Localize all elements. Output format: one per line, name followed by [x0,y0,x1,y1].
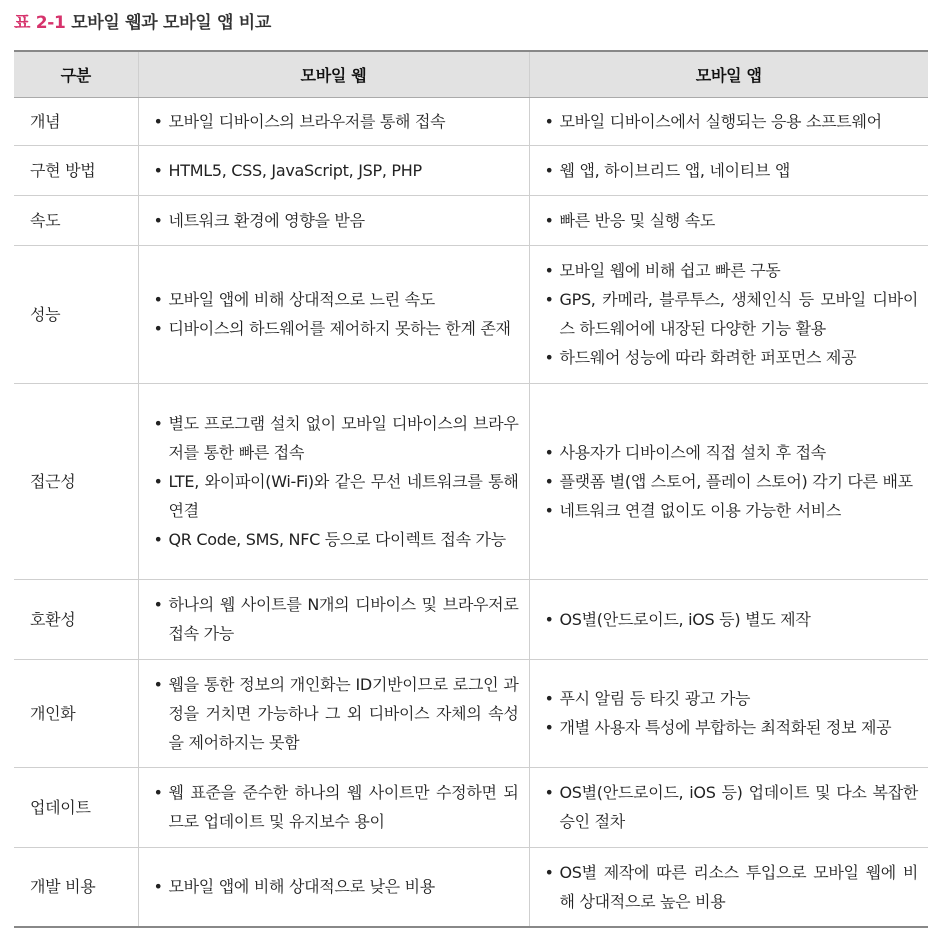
row-category: 성능 [14,245,138,383]
bullet-item: • 빠른 반응 및 실행 속도 [544,206,919,235]
table-caption [14,8,271,33]
table-body [14,97,928,927]
bullet-item: • 네트워크 연결 없이도 이용 가능한 서비스 [544,496,919,525]
header-category: 구분 [14,51,138,97]
row-category: 개발 비용 [14,847,138,927]
mobile-web-cell [138,847,529,927]
mobile-web-cell [138,579,529,659]
mobile-web-cell [138,97,529,145]
table-row [14,245,928,383]
bullet-list [544,256,919,372]
bullet-item: • 하나의 웹 사이트를 N개의 디바이스 및 브라우저로 접속 가능 [153,590,519,648]
bullet-list [153,107,519,136]
table-row [14,145,928,195]
mobile-app-cell [529,145,928,195]
row-category: 구현 방법 [14,145,138,195]
bullet-list [544,605,919,634]
row-category: 호환성 [14,579,138,659]
bullet-item: • OS별 제작에 따른 리소스 투입으로 모바일 웹에 비해 상대적으로 높은 비용 [544,858,919,916]
bullet-item: • 플랫폼 별(앱 스토어, 플레이 스토어) 각기 다른 배포 [544,467,919,496]
table-title: 모바일 웹과 모바일 앱 비교 [71,13,272,33]
mobile-app-cell [529,245,928,383]
mobile-web-cell [138,195,529,245]
header-row [14,51,928,97]
bullet-list [544,858,919,916]
bullet-item: • OS별(안드로이드, iOS 등) 업데이트 및 다소 복잡한 승인 절차 [544,778,919,836]
bullet-item: • 모바일 디바이스의 브라우저를 통해 접속 [153,107,519,136]
bullet-list [544,206,919,235]
mobile-app-cell [529,579,928,659]
bullet-item: • 개별 사용자 특성에 부합하는 최적화된 정보 제공 [544,713,919,742]
mobile-app-cell [529,383,928,579]
bullet-list [153,872,519,901]
row-category: 속도 [14,195,138,245]
bullet-item: • 모바일 앱에 비해 상대적으로 낮은 비용 [153,872,519,901]
row-category: 개인화 [14,659,138,767]
mobile-app-cell [529,767,928,847]
bullet-item: • 웹을 통한 정보의 개인화는 ID기반이므로 로그인 과정을 거치면 가능하나 그 외 디바이스 자체의 속성을 제어하지는 못함 [153,670,519,757]
bullet-list [544,156,919,185]
bullet-list [544,438,919,525]
bullet-item: • 웹 앱, 하이브리드 앱, 네이티브 앱 [544,156,919,185]
mobile-app-cell [529,659,928,767]
row-category: 접근성 [14,383,138,579]
bullet-list [544,778,919,836]
bullet-item: • HTML5, CSS, JavaScript, JSP, PHP [153,156,519,185]
table-row [14,847,928,927]
mobile-app-cell [529,97,928,145]
bullet-item: • 웹 표준을 준수한 하나의 웹 사이트만 수정하면 되므로 업데이트 및 유지보수 용이 [153,778,519,836]
bullet-item: • 별도 프로그램 설치 없이 모바일 디바이스의 브라우저를 통한 빠른 접속 [153,409,519,467]
table-row [14,97,928,145]
table-row [14,195,928,245]
bullet-list [153,778,519,836]
row-category: 개념 [14,97,138,145]
bullet-list [153,409,519,554]
bullet-list [153,285,519,343]
row-category: 업데이트 [14,767,138,847]
mobile-app-cell [529,195,928,245]
header-mobile-web: 모바일 웹 [138,51,529,97]
mobile-web-cell [138,245,529,383]
bullet-item: • 디바이스의 하드웨어를 제어하지 못하는 한계 존재 [153,314,519,343]
bullet-item: • 네트워크 환경에 영향을 받음 [153,206,519,235]
mobile-web-cell [138,145,529,195]
table-row [14,579,928,659]
bullet-item: • 하드웨어 성능에 따라 화려한 퍼포먼스 제공 [544,343,919,372]
mobile-app-cell [529,847,928,927]
bullet-item: • 사용자가 디바이스에 직접 설치 후 접속 [544,438,919,467]
bullet-item: • OS별(안드로이드, iOS 등) 별도 제작 [544,605,919,634]
bullet-list [544,107,919,136]
bullet-item: • QR Code, SMS, NFC 등으로 다이렉트 접속 가능 [153,525,519,554]
header-mobile-app: 모바일 앱 [529,51,928,97]
table-number: 표 2-1 [14,13,66,33]
bullet-item: • 모바일 앱에 비해 상대적으로 느린 속도 [153,285,519,314]
bullet-list [153,206,519,235]
bullet-item: • 푸시 알림 등 타깃 광고 가능 [544,684,919,713]
table-row [14,659,928,767]
bullet-list [153,670,519,757]
table-row [14,383,928,579]
mobile-web-cell [138,659,529,767]
bullet-item: • GPS, 카메라, 블루투스, 생체인식 등 모바일 디바이스 하드웨어에 내장된 다양한 기능 활용 [544,285,919,343]
bullet-list [153,590,519,648]
mobile-web-cell [138,383,529,579]
bullet-list [544,684,919,742]
mobile-web-cell [138,767,529,847]
bullet-item: • 모바일 웹에 비해 쉽고 빠른 구동 [544,256,919,285]
comparison-table [14,50,928,928]
bullet-item: • 모바일 디바이스에서 실행되는 응용 소프트웨어 [544,107,919,136]
bullet-list [153,156,519,185]
table-row [14,767,928,847]
bullet-item: • LTE, 와이파이(Wi-Fi)와 같은 무선 네트워크를 통해 연결 [153,467,519,525]
